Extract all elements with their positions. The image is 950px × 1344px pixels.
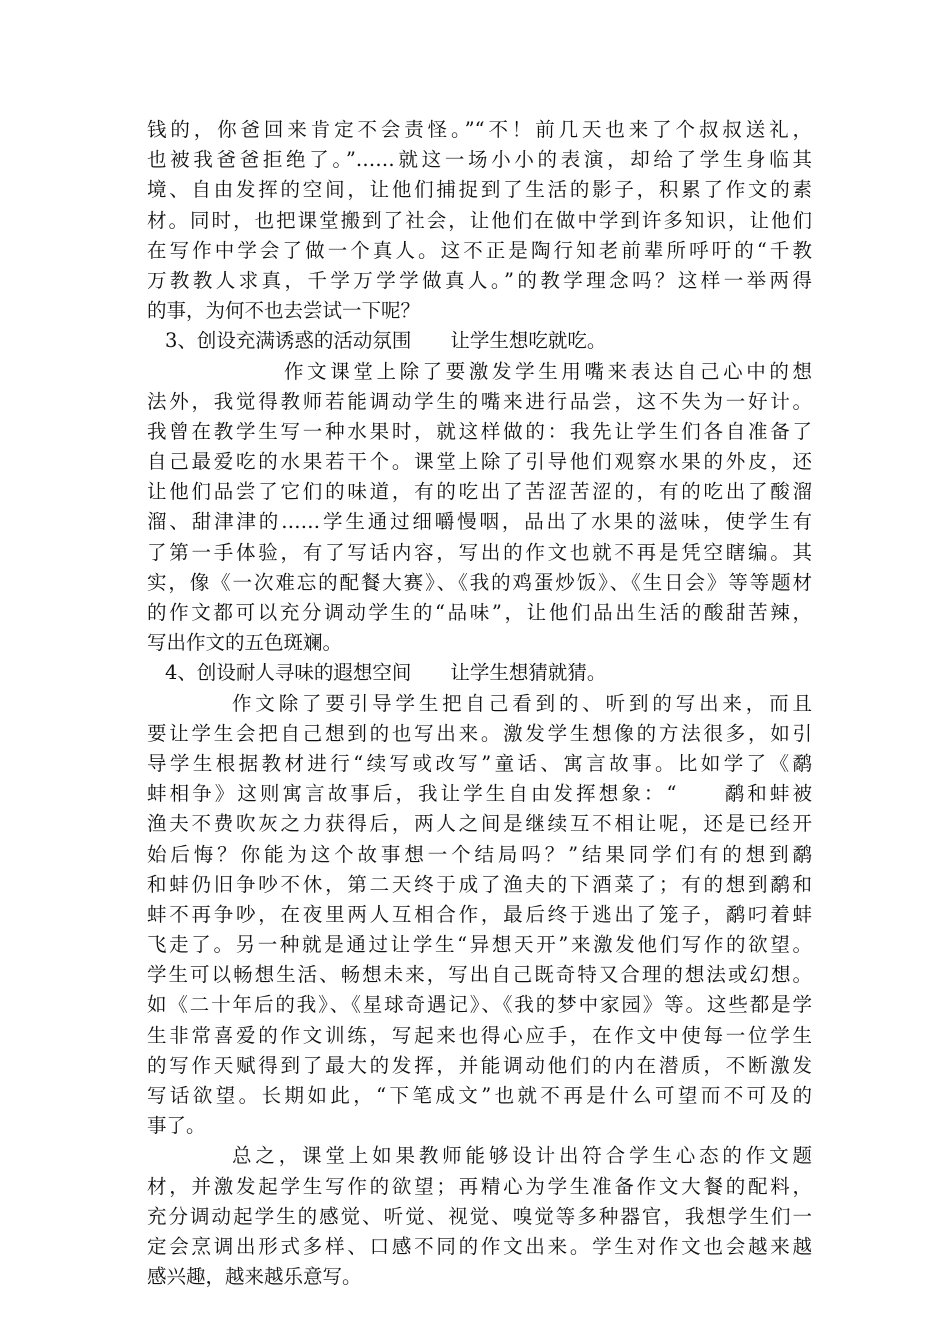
section-heading: 3、创设充满诱惑的活动氛围 让学生想吃就吃。 bbox=[165, 329, 607, 353]
text-line: 的写作天赋得到了最大的发挥，并能调动他们的内在潜质，不断激发 bbox=[147, 1053, 812, 1077]
section-heading: 4、创设耐人寻味的遐想空间 让学生想猜就猜。 bbox=[165, 661, 607, 685]
text-line: 写话欲望。长期如此，“下笔成文”也就不再是什么可望而不可及的 bbox=[147, 1084, 812, 1107]
text-line: 的作文都可以充分调动学生的“品味”，让他们品出生活的酸甜苦辣， bbox=[147, 601, 812, 624]
text-line: 溜、甜津津的……学生通过细嚼慢咽，品出了水果的滋味，使学生有 bbox=[147, 510, 812, 534]
text-line: 事了。 bbox=[147, 1114, 206, 1138]
text-line: 蚌不再争吵，在夜里两人互相合作，最后终于逃出了笼子，鹬叼着蚌 bbox=[147, 902, 812, 926]
text-line: 定会烹调出形式多样、口感不同的作文出来。学生对作文也会越来越 bbox=[147, 1234, 812, 1258]
text-line: 自己最爱吃的水果若干个。课堂上除了引导他们观察水果的外皮，还 bbox=[147, 450, 812, 474]
text-line: 如《二十年后的我》、《星球奇遇记》、《我的梦中家园》等。这些都是学 bbox=[147, 993, 812, 1017]
text-line: 渔夫不费吹灰之力获得后，两人之间是继续互不相让呢，还是已经开 bbox=[147, 812, 812, 836]
text-line: 写出作文的五色斑斓。 bbox=[147, 631, 343, 655]
text-line: 我曾在教学生写一种水果时，就这样做的：我先让学生们各自准备了 bbox=[147, 419, 812, 443]
text-line: 作文除了要引导学生把自己看到的、听到的写出来，而且 bbox=[232, 691, 812, 715]
text-line: 实，像《一次难忘的配餐大赛》、《我的鸡蛋炒饭》、《生日会》等等题材 bbox=[147, 570, 812, 594]
text-line: 钱的，你爸回来肯定不会责怪。”“不！前几天也来了个叔叔送礼， bbox=[147, 118, 812, 141]
text-line: 让他们品尝了它们的味道，有的吃出了苦涩苦涩的，有的吃出了酸溜 bbox=[147, 480, 812, 504]
text-line: 在写作中学会了做一个真人。这不正是陶行知老前辈所呼吁的“千教 bbox=[147, 238, 812, 262]
text-line: 和蚌仍旧争吵不休，第二天终于成了渔夫的下酒菜了；有的想到鹬和 bbox=[147, 872, 812, 896]
text-line: 境、自由发挥的空间，让他们捕捉到了生活的影子，积累了作文的素 bbox=[147, 178, 812, 202]
text-line: 感兴趣，越来越乐意写。 bbox=[147, 1265, 362, 1289]
text-line: 了第一手体验，有了写话内容，写出的作文也就不再是凭空瞎编。其 bbox=[147, 540, 812, 564]
text-line: 要让学生会把自己想到的也写出来。激发学生想像的方法很多，如引 bbox=[147, 721, 812, 745]
text-line: 材。同时，也把课堂搬到了社会，让他们在做中学到许多知识，让他们 bbox=[147, 208, 812, 232]
text-line: 总之，课堂上如果教师能够设计出符合学生心态的作文题 bbox=[232, 1144, 812, 1168]
text-line: 始后悔？你能为这个故事想一个结局吗？”结果同学们有的想到鹬 bbox=[147, 842, 812, 866]
text-line: 也被我爸爸拒绝了。”……就这一场小小的表演，却给了学生身临其 bbox=[147, 148, 812, 172]
text-line: 的事，为何不也去尝试一下呢？ bbox=[147, 299, 421, 323]
text-line: 飞走了。另一种就是通过让学生“异想天开”来激发他们写作的欲望。 bbox=[147, 933, 812, 957]
text-line: 充分调动起学生的感觉、听觉、视觉、嗅觉等多种器官，我想学生们一 bbox=[147, 1204, 812, 1228]
text-line: 生非常喜爱的作文训练，写起来也得心应手，在作文中使每一位学生 bbox=[147, 1023, 812, 1047]
text-line: 法外，我觉得教师若能调动学生的嘴来进行品尝，这不失为一好计。 bbox=[147, 389, 812, 413]
text-line: 万教教人求真，千学万学学做真人。”的教学理念吗？这样一举两得 bbox=[147, 268, 812, 292]
text-line: 学生可以畅想生活、畅想未来，写出自己既奇特又合理的想法或幻想。 bbox=[147, 963, 812, 987]
text-line: 作文课堂上除了要激发学生用嘴来表达自己心中的想 bbox=[284, 359, 812, 383]
document-body bbox=[147, 115, 812, 1292]
text-line: 蚌相争》这则寓言故事后，我让学生自由发挥想象：“ 鹬和蚌被 bbox=[147, 782, 812, 806]
text-line: 材，并激发起学生写作的欲望；再精心为学生准备作文大餐的配料， bbox=[147, 1174, 812, 1198]
text-line: 导学生根据教材进行“续写或改写”童话、寓言故事。比如学了《鹬 bbox=[147, 751, 812, 775]
